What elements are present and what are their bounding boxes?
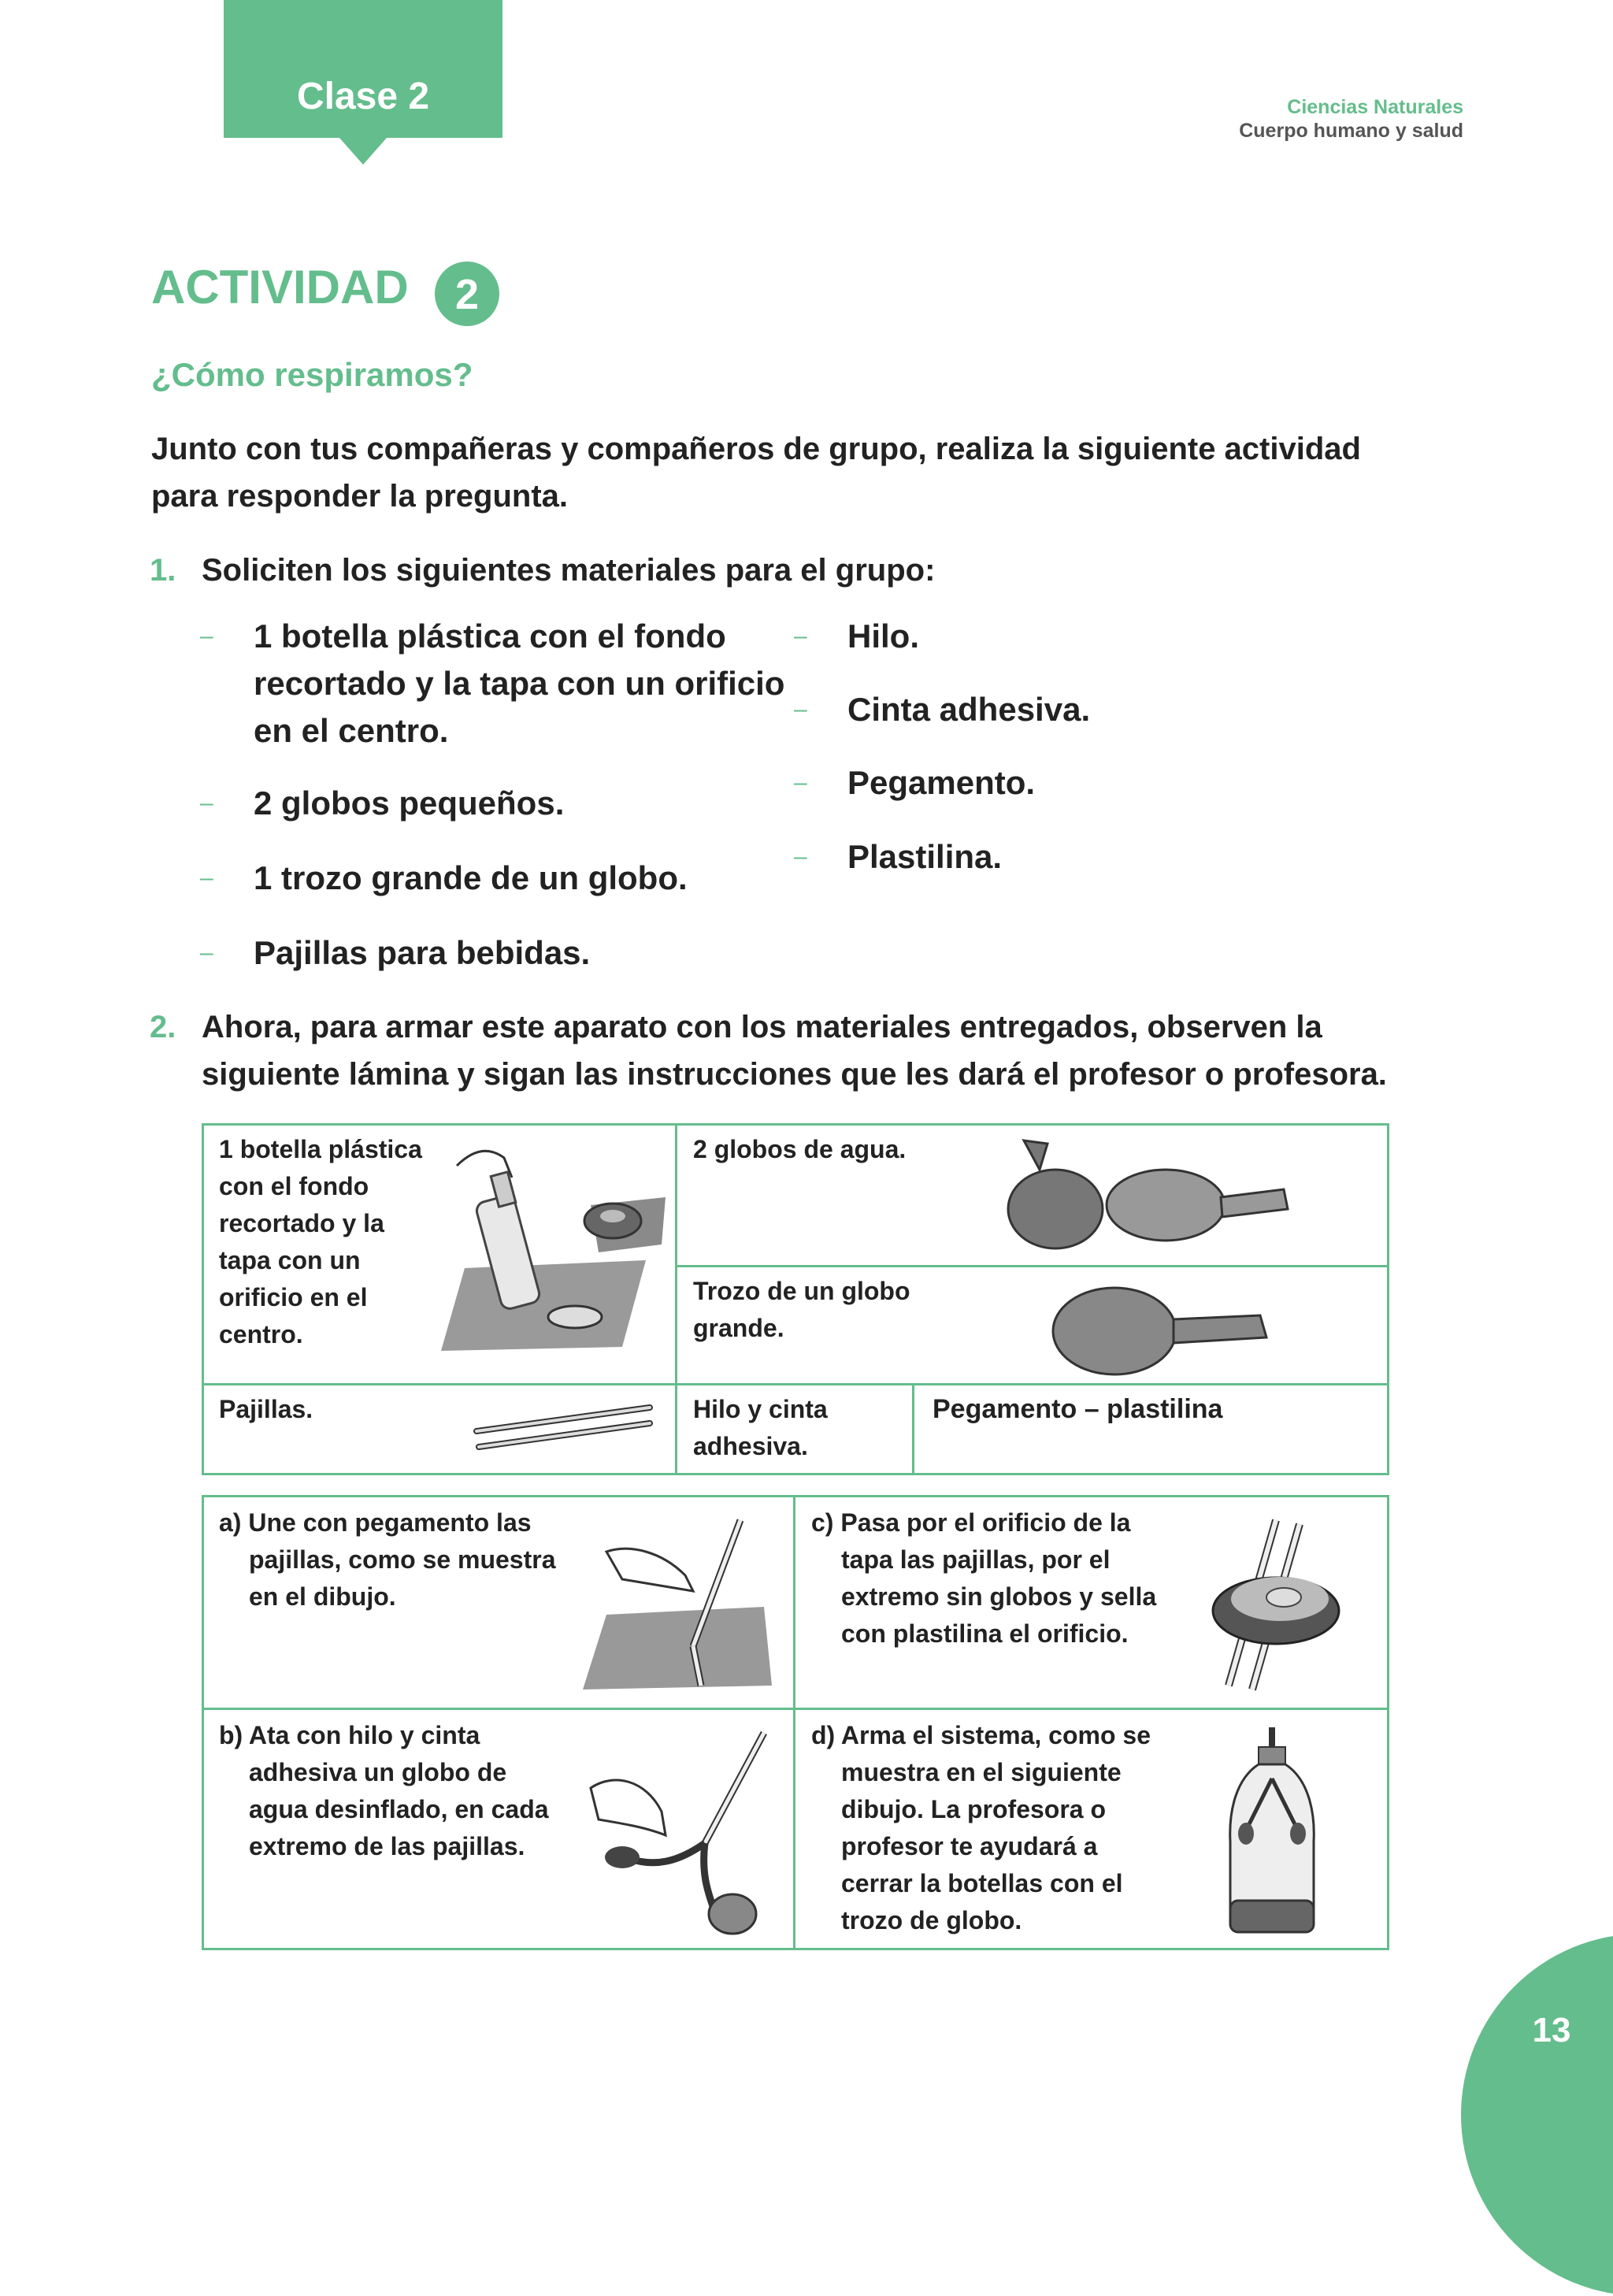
cell-balloons-text: 2 globos de agua. — [693, 1135, 907, 1163]
table-divider — [202, 1708, 1389, 1710]
material-item: recortado y la tapa con un orificio — [254, 665, 785, 702]
table-divider — [675, 1123, 677, 1475]
assembled-system-illustration — [1213, 1723, 1331, 1940]
topic-label: Cuerpo humano y salud — [1239, 120, 1463, 142]
step-2-number: 2. — [150, 1010, 176, 1044]
glue-straws-illustration — [583, 1512, 780, 1693]
step-1-number: 1. — [150, 553, 176, 588]
material-item: 1 trozo grande de un globo. — [254, 859, 688, 896]
cell-line: tapa las pajillas, por el — [841, 1545, 1111, 1574]
page-number-corner — [1461, 1934, 1613, 2296]
list-dash: – — [200, 790, 213, 816]
list-dash: – — [200, 865, 213, 891]
balloon-piece-illustration — [1048, 1276, 1284, 1378]
cell-line: Trozo de un globo — [693, 1277, 910, 1305]
cell-line: cerrar la botellas con el — [841, 1869, 1123, 1897]
cell-line: centro. — [219, 1320, 303, 1348]
list-dash: – — [200, 940, 213, 966]
cell-line: profesor te ayudará a — [841, 1832, 1098, 1860]
material-item: 1 botella plástica con el fondo — [254, 618, 726, 655]
cell-line: c) Pasa por el orificio de la — [811, 1508, 1131, 1537]
intro-line: para responder la pregunta. — [151, 479, 569, 514]
activity-question: ¿Cómo respiramos? — [151, 356, 473, 393]
material-item: Hilo. — [847, 618, 919, 655]
list-dash: – — [794, 696, 807, 722]
instruction-b — [219, 1717, 549, 1865]
cell-line: con plastilina el orificio. — [841, 1619, 1129, 1648]
material-item: Pajillas para bebidas. — [254, 934, 591, 971]
cell-line: extremo de las pajillas. — [249, 1832, 525, 1860]
list-dash: – — [200, 623, 213, 649]
activity-number-badge: 2 — [435, 261, 499, 326]
step-2-line: Ahora, para armar este aparato con los materiales entregados, observen la — [202, 1010, 1322, 1044]
cell-line: grande. — [693, 1314, 784, 1342]
cell-line: adhesiva un globo de — [249, 1758, 507, 1786]
class-label: Clase 2 — [296, 76, 430, 117]
instruction-d — [811, 1717, 1151, 1939]
intro-line: Junto con tus compañeras y compañeros de grupo, realiza la siguiente actividad — [151, 432, 1361, 466]
cell-line: en el dibujo. — [249, 1582, 396, 1611]
cell-line: 1 botella plástica — [219, 1135, 422, 1163]
instruction-a — [219, 1504, 556, 1615]
instruction-c — [811, 1504, 1156, 1652]
material-item: en el centro. — [254, 712, 449, 749]
activity-intro — [151, 425, 1364, 520]
cell-line: extremo sin globos y sella — [841, 1582, 1157, 1611]
cap-straws-illustration — [1197, 1512, 1370, 1693]
material-item: 2 globos pequeños. — [254, 784, 565, 822]
cell-line: trozo de globo. — [841, 1906, 1022, 1934]
cell-line: pajillas, como se muestra — [249, 1545, 556, 1574]
balloons-illustration — [1000, 1134, 1300, 1260]
class-tab-pointer — [339, 138, 387, 165]
cell-line: dibujo. La profesora o — [841, 1795, 1107, 1823]
cell-line: Hilo y cinta — [693, 1395, 828, 1423]
cell-line: recortado y la — [219, 1209, 384, 1237]
cell-line: tapa con un — [219, 1246, 361, 1274]
tie-balloon-illustration — [575, 1725, 780, 1938]
step-1-text: Soliciten los siguientes materiales para el grupo: — [202, 553, 936, 588]
straws-illustration — [473, 1398, 654, 1453]
page-number: 13 — [1532, 2011, 1571, 2049]
table-divider — [793, 1495, 795, 1950]
table-divider — [675, 1265, 1389, 1267]
cell-line: agua desinflado, en cada — [249, 1795, 549, 1823]
cell-glue-clay-text: Pegamento – plastilina — [933, 1394, 1223, 1424]
cell-line: orificio en el — [219, 1283, 368, 1311]
cell-bottle-text — [219, 1131, 455, 1353]
cell-line: d) Arma el sistema, como se — [811, 1721, 1151, 1749]
bottle-illustration — [441, 1142, 669, 1355]
table-divider — [202, 1383, 1389, 1385]
list-dash: – — [794, 623, 807, 649]
cell-line: con el fondo — [219, 1172, 369, 1200]
step-2-line: siguiente lámina y sigan las instrucciones que les dará el profesor o profesora. — [202, 1057, 1387, 1092]
cell-thread-tape-text — [693, 1391, 828, 1465]
material-item: Pegamento. — [847, 764, 1036, 801]
table-divider — [912, 1383, 914, 1475]
list-dash: – — [794, 770, 807, 796]
cell-straws-text: Pajillas. — [219, 1395, 313, 1423]
activity-title: ACTIVIDAD — [151, 261, 409, 313]
cell-balloon-piece-text — [693, 1273, 910, 1347]
cell-line: adhesiva. — [693, 1432, 808, 1460]
material-item: Cinta adhesiva. — [847, 691, 1091, 728]
cell-line: b) Ata con hilo y cinta — [219, 1721, 480, 1749]
cell-line: muestra en el siguiente — [841, 1758, 1122, 1786]
cell-line: a) Une con pegamento las — [219, 1508, 532, 1537]
subject-label: Ciencias Naturales — [1287, 96, 1463, 118]
material-item: Plastilina. — [847, 838, 1003, 875]
list-dash: – — [794, 844, 807, 870]
